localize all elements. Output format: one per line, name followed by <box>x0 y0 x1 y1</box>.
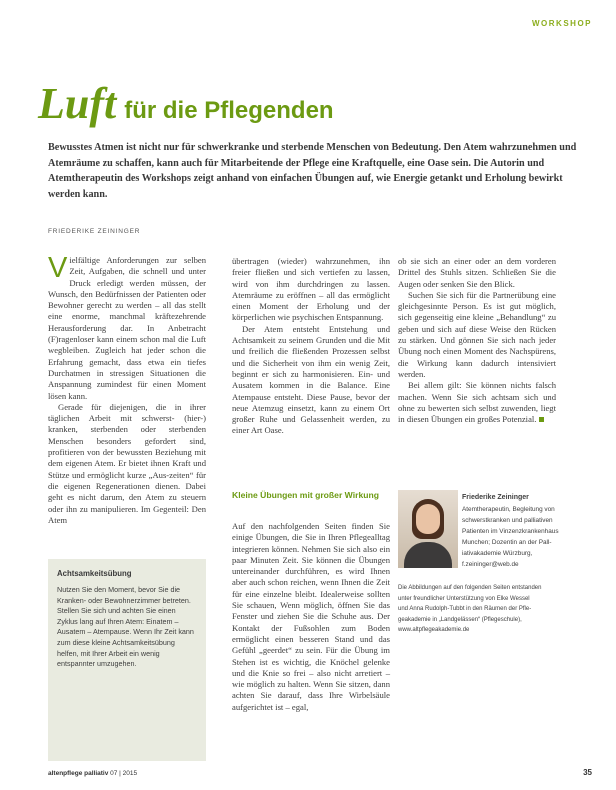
box-text: Nutzen Sie den Moment, bevor Sie die Kranken- oder Bewohnerzimmer betreten. Stellen Sie sich und achten Sie einen Zyklus lang auf Ihren Atem: Einatem – Ausatem – Atempause. Wenn Ihr Zeit kann zum diese kleine Achtsamkeitsübung helfen, mit Ihrer Arbeit ein wenig entspannter umzugehen. <box>57 585 194 669</box>
bio-line: Patienten im Vinzenzkrankenhaus <box>462 528 559 535</box>
body-column-3 <box>398 256 556 425</box>
journal-name: altenpflege palliativ <box>48 770 109 777</box>
author-portrait <box>398 490 458 568</box>
title-rest: für die Pflegenden <box>124 97 334 124</box>
paragraph: übertragen (wieder) wahrzunehmen, ihn freier fließen und sich vertiefen zu lassen, wird von ihm durchdringen zu lassen. Atemräume zu eröffnen – all das ermöglicht einen Moment der Erholung und der körperlichen wie psychischen Entspannung. <box>232 256 390 323</box>
title-word-luft: Luft <box>38 79 117 128</box>
paragraph: Der Atem entsteht Entstehung und Achtsamkeit zu seinem Grunden und die Mit und freilich die fließenden Prozessen selbst und die Sicherheit von ihm ein wenig Zeit, beginnt er sich zu harmonisieren. Ein- und Ausatem kommen in die Balance. Eine Atempause entsteht. Diese Pause, bevor der neue Atemzug einsetzt, kann zu einem Ort großer Ruhe und Gelassenheit werden, zu einer Art Oase. <box>232 323 390 436</box>
box-title: Achtsamkeitsübung <box>57 569 132 578</box>
section-tag: WORKSHOP <box>532 19 592 28</box>
credit-url: www.altpflegeakademie.de <box>398 627 470 634</box>
end-mark-icon <box>539 417 544 422</box>
credit-line: Die Abbildungen auf den folgenden Seiten entstanden <box>398 585 542 591</box>
body-column-1 <box>48 252 206 526</box>
credit-line: unter freundlicher Unterstützung von Elke Wessel <box>398 595 530 602</box>
paragraph: Auf den nachfolgenden Seiten finden Sie einige Übungen, die Sie in Ihren Pflegealltag integrieren können. Nehmen Sie sich also ein paar Minuten Zeit. Sie können die Übungen untereinander durchführen, es wird Ihnen aber auch schon reichen, wenn Ihnen die Zeit für eine einzelne bleibt. Idealerweise sollten Sie schauen, Wenn möglich, öffnen Sie das Fenster und ziehen Sie die Schuhe aus. Der Kontakt der Fußsohlen zum Boden ermöglicht einen besseren Stand und das Gefühl „geerdet“ zu sein. Für die Übung im Stehen ist es wichtig, die Knöchel gelenke und die Knie so frei – also nicht arretiert – wie möglich zu halten. Wenn Sie sitzen, dann achten Sie darauf, dass Ihre Wirbelsäule aufgerichtet ist – egal, <box>232 521 390 712</box>
drop-cap: V <box>48 252 68 284</box>
portrait-body <box>404 542 452 568</box>
image-credit <box>398 583 576 636</box>
footer-publication <box>48 770 137 777</box>
paragraph: Suchen Sie sich für die Partnerübung eine gleichgesinnte Person. Es ist gut möglich, sich gegenseitig eine kleine „Behandlung“ zu geben und sich auf diese Weise den Rücken zu stärken. Und gönnen Sie sich nach jeder Übung noch einen Moment des Nachspürens, die Wirkung kann dadurch intensiviert werden. <box>398 289 556 379</box>
body-column-2 <box>232 256 390 437</box>
bio-line: schwerstkranken und palliativen <box>462 517 553 524</box>
credit-line: und Anna Rudolph-Tubbt in den Räumen der Pfle- <box>398 606 532 613</box>
page-title <box>38 78 334 129</box>
credit-line: geakademie in „Landgelässen“ (Pflegeschule), <box>398 616 522 623</box>
section-subheading: Kleine Übungen mit großer Wirkung <box>232 490 379 500</box>
body-column-2-continued <box>232 521 390 713</box>
paragraph-text: Bei allem gilt: Sie können nichts falsch machen. Wenn Sie sich achtsam sich und ohne zu bewerten sich selbst zuwenden, liegt in diesen Übungen ein großes Potenzial. <box>398 380 556 425</box>
issue-number: 07 | 2015 <box>110 770 138 777</box>
bio-line: iativakademie Würzburg, <box>462 550 533 557</box>
author-byline: FRIEDERIKE ZEININGER <box>48 228 141 235</box>
lead-paragraph: Bewusstes Atmen ist nicht nur für schwerkranke und sterbende Menschen von Bedeutung. Den Atem wahrzunehmen und Atemräume zu schaffen, kann auch für Mitarbeitende der Pflege eine Kraftquelle, eine Oase sein. Die Autorin und Atemtherapeutin des Workshops zeigt anhand von einfachen Übungen auf, wie Energie getankt und Erholung bewirkt werden kann. <box>48 142 577 200</box>
paragraph: ob sie sich an einer oder an dem vorderen Drittel des Stuhls sitzen. Schließen Sie die Augen oder senken Sie den Blick. <box>398 256 556 289</box>
bio-line: Atemtherapeutin, Begleitung von <box>462 506 555 513</box>
paragraph <box>48 252 206 402</box>
paragraph <box>398 380 556 425</box>
paragraph: Gerade für diejenigen, die in ihrer täglichen Arbeit mit schwerst- (hier-) kranken, sterbenden oder sterbenden Menschen besonders gefordert sind, profitieren von der bewussten Beziehung mit dem eigenen Atem. Er bietet ihnen Kraft und Stütze und ermöglicht kurze „Aus-zeiten“ für die eigenen Regenerationen dienen. Dabei geht es nicht darum, den Atem zu steuern oder ihn zu manipulieren. Im Gegenteil: Den Atem <box>48 401 206 525</box>
bio-name: Friederike Zeininger <box>462 494 529 501</box>
author-bio <box>462 492 582 570</box>
exercise-box <box>48 559 206 761</box>
portrait-face <box>416 504 440 534</box>
bio-line: Munchen; Dozentin an der Pall- <box>462 539 552 546</box>
paragraph-text: ielfältige Anforderungen zur selben Zeit, Aufgaben, die schnell und unter Druck erledigt werden müssen, der Wunsch, den Bedürfnissen der Patienten oder Bewohner gerecht zu werden – all das stellt eine enorme, manchmal kräftezehrende Herausforderung dar. In Anbetracht (F)ragenloser kann einem schon mal die Luft wegbleiben. Zugleich hat jeder schon die Erfahrung gemacht, dass etwa ein tiefes Durchatmen in stressigen Situationen die Anspannung zumindest für einen Moment lösen kann. <box>48 255 206 401</box>
page-number: 35 <box>583 768 592 777</box>
bio-email: f.zeininger@web.de <box>462 561 519 568</box>
